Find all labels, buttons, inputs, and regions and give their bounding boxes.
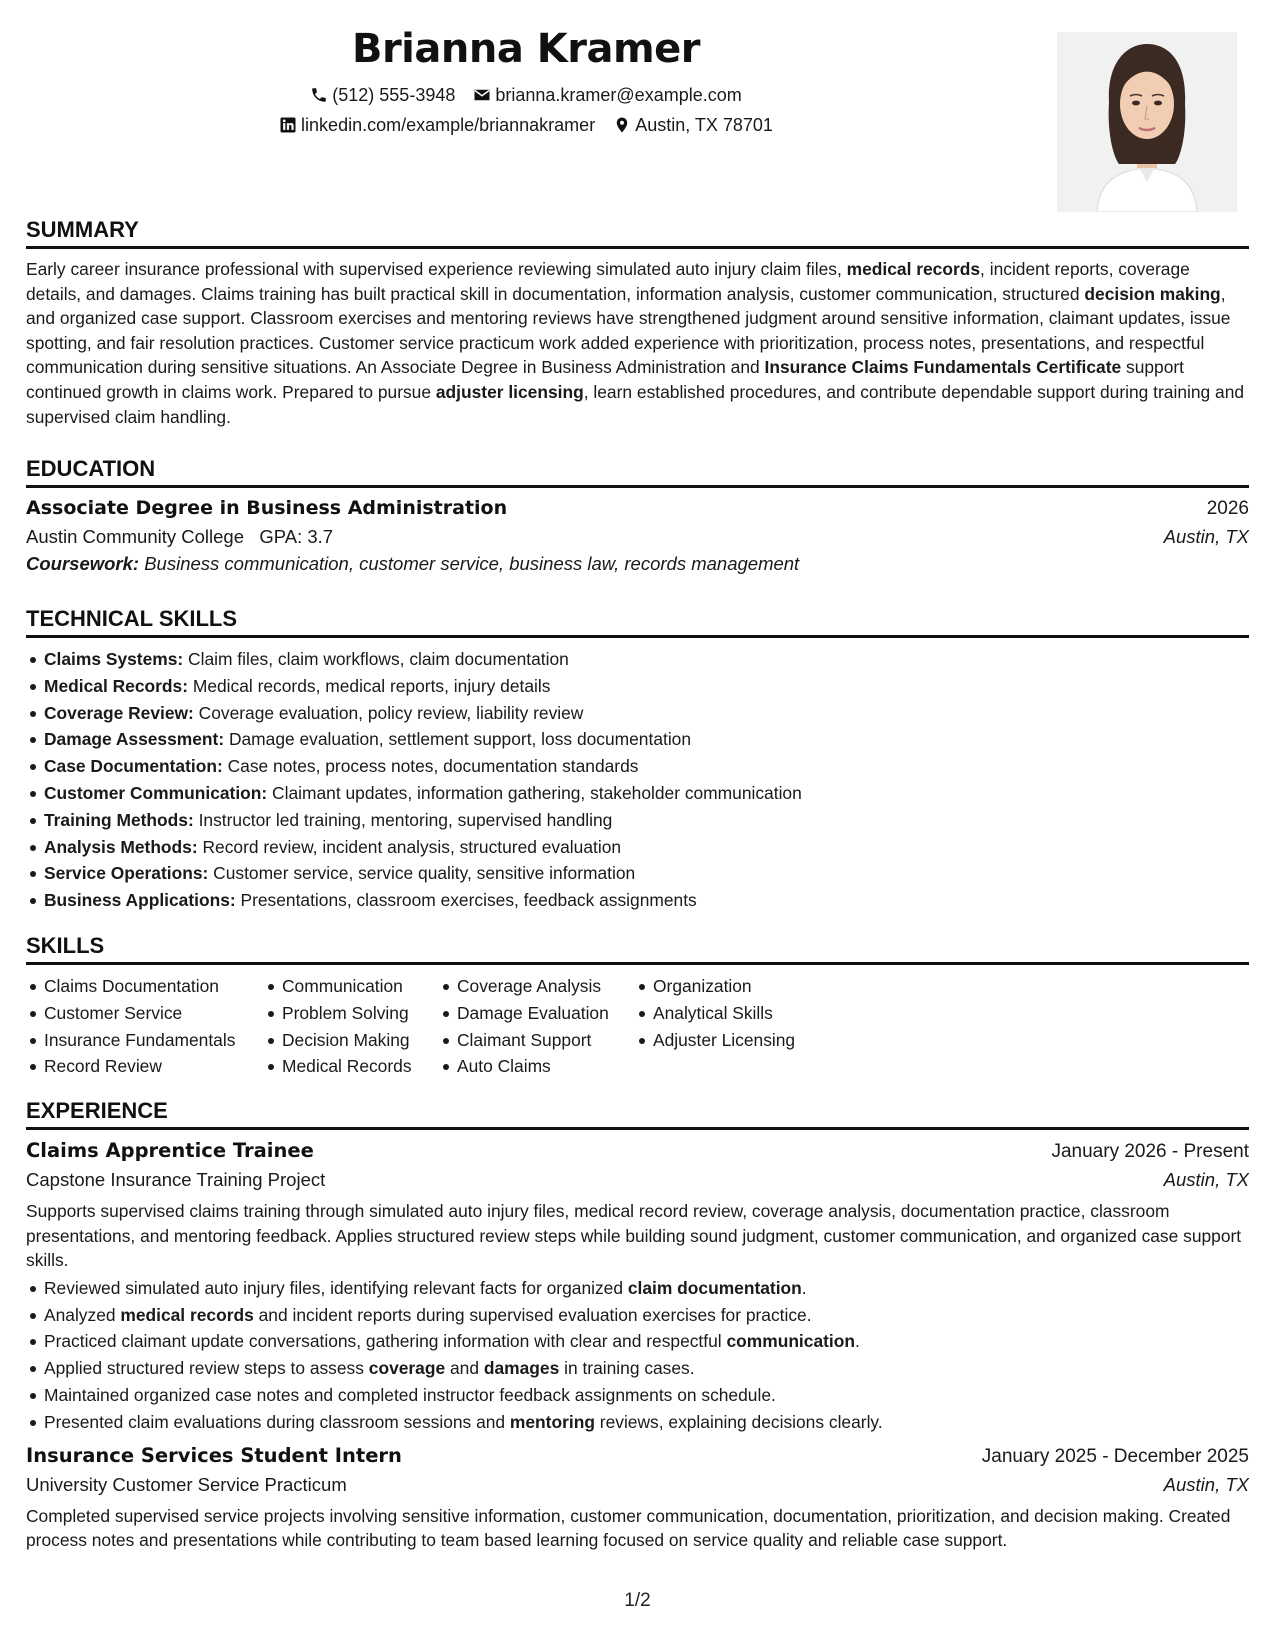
job-bullet-text: Presented claim evaluations during classroom sessions and bbox=[44, 1411, 510, 1432]
summary-divider bbox=[26, 246, 1249, 249]
technical-skill-text: Instructor led training, mentoring, supervised handling bbox=[193, 809, 613, 830]
technical-skill-item bbox=[26, 860, 1249, 887]
job-bullet-text: and incident reports during supervised evaluation exercises for practice. bbox=[253, 1304, 812, 1325]
job-dates: January 2025 - December 2025 bbox=[981, 1445, 1249, 1467]
education-divider bbox=[26, 485, 1249, 488]
technical-skill-text: Claim files, claim workflows, claim documentation bbox=[183, 649, 569, 669]
job-org-row bbox=[26, 1474, 1249, 1496]
email-text[interactable]: brianna.kramer@example.com bbox=[495, 85, 742, 105]
job-bullet-emphasis: damages bbox=[483, 1358, 560, 1379]
technical-skill-item bbox=[26, 780, 1249, 807]
gpa: GPA: 3.7 bbox=[259, 526, 334, 547]
graduation-year: 2026 bbox=[1206, 498, 1249, 519]
job-location: Austin, TX bbox=[1163, 1473, 1249, 1495]
job-header-row bbox=[26, 1139, 1249, 1163]
location-text: Austin, TX 78701 bbox=[635, 115, 773, 135]
summary-paragraph bbox=[26, 257, 1249, 429]
technical-skill-text: Coverage evaluation, policy review, liability review bbox=[193, 702, 584, 723]
technical-skill-text: Medical records, medical reports, injury details bbox=[188, 675, 551, 696]
coursework-line bbox=[26, 553, 1249, 575]
skill-item: Problem Solving bbox=[264, 1000, 439, 1027]
technical-skills-divider bbox=[26, 635, 1249, 638]
technical-skill-text: Case notes, process notes, documentation standards bbox=[222, 756, 639, 777]
map-pin-icon bbox=[613, 116, 631, 134]
job-bullet bbox=[26, 1275, 1249, 1302]
education-heading: EDUCATION bbox=[26, 456, 156, 481]
technical-skill-label: Claims Systems: bbox=[44, 649, 184, 669]
skills-column bbox=[264, 973, 439, 1080]
technical-skills-section bbox=[26, 605, 1249, 914]
linkedin-icon bbox=[279, 116, 297, 134]
job-bullet-text: . bbox=[801, 1277, 807, 1298]
linkedin-contact bbox=[279, 112, 595, 138]
education-row-2 bbox=[26, 526, 1249, 548]
candidate-name: Brianna Kramer bbox=[351, 26, 701, 72]
summary-bold-4: adjuster licensing bbox=[435, 381, 584, 402]
technical-skill-item bbox=[26, 700, 1249, 727]
technical-skill-text: Damage evaluation, settlement support, loss documentation bbox=[224, 729, 692, 750]
job-bullet-emphasis: mentoring bbox=[509, 1411, 595, 1432]
coursework-label: Coursework: bbox=[26, 553, 140, 574]
technical-skill-text: Presentations, classroom exercises, feedback assignments bbox=[235, 890, 697, 911]
phone-icon bbox=[310, 86, 328, 104]
summary-bold-1: medical records bbox=[846, 259, 981, 279]
coursework-text: Business communication, customer service, business law, records management bbox=[139, 553, 800, 574]
technical-skills-heading: TECHNICAL SKILLS bbox=[26, 606, 238, 631]
summary-text-5: , learn established procedures, and contribute dependable support during training and supervised claim handling. bbox=[26, 381, 1245, 427]
job-title: Insurance Services Student Intern bbox=[26, 1443, 402, 1467]
job-title: Claims Apprentice Trainee bbox=[26, 1139, 314, 1162]
skills-column bbox=[635, 973, 835, 1080]
experience-heading: EXPERIENCE bbox=[26, 1098, 168, 1123]
summary-text-2: , incident reports, coverage details, and damages. Claims training has built practical skill in documentation, information analysis, customer communication, structured bbox=[26, 259, 1190, 304]
technical-skill-label: Customer Communication: bbox=[44, 782, 268, 803]
summary-section bbox=[26, 216, 1249, 429]
job-bullet bbox=[26, 1382, 1249, 1409]
technical-skill-text: Claimant updates, information gathering, stakeholder communication bbox=[267, 782, 802, 803]
job-organization: University Customer Service Practicum bbox=[26, 1473, 347, 1495]
skills-column bbox=[26, 973, 264, 1080]
skills-column bbox=[439, 973, 635, 1080]
resume-header bbox=[26, 22, 1026, 138]
job-bullet-text: in training cases. bbox=[559, 1358, 695, 1379]
summary-text-1: Early career insurance professional with supervised experience reviewing simulated auto injury claim files, bbox=[26, 259, 847, 279]
job-bullet bbox=[26, 1302, 1249, 1329]
skill-item: Medical Records bbox=[264, 1053, 439, 1080]
contact-row-1 bbox=[26, 82, 1026, 108]
technical-skill-text: Customer service, service quality, sensitive information bbox=[208, 863, 636, 884]
technical-skill-item bbox=[26, 673, 1249, 700]
summary-text-4: support continued growth in claims work. Prepared to pursue bbox=[26, 357, 1185, 402]
skill-item: Organization bbox=[635, 973, 835, 1000]
job-org-row bbox=[26, 1169, 1249, 1191]
technical-skill-label: Analysis Methods: bbox=[44, 836, 198, 857]
summary-bold-3: Insurance Claims Fundamentals Certificate bbox=[764, 357, 1122, 378]
school-name: Austin Community College bbox=[26, 526, 244, 547]
job-entry bbox=[26, 1444, 1249, 1553]
degree-name: Associate Degree in Business Administration bbox=[26, 497, 508, 519]
technical-skills-list bbox=[26, 646, 1249, 914]
skills-section bbox=[26, 932, 1249, 1080]
job-organization: Capstone Insurance Training Project bbox=[26, 1169, 326, 1190]
summary-bold-2: decision making bbox=[1084, 283, 1221, 304]
skill-item: Record Review bbox=[26, 1053, 264, 1080]
job-bullet-text: Analyzed bbox=[44, 1304, 121, 1325]
skill-item: Coverage Analysis bbox=[439, 973, 635, 1000]
skills-grid bbox=[26, 973, 1249, 1080]
experience-divider bbox=[26, 1127, 1249, 1130]
job-bullet-text: reviews, explaining decisions clearly. bbox=[594, 1411, 883, 1432]
technical-skill-item bbox=[26, 887, 1249, 914]
phone-text[interactable]: (512) 555-3948 bbox=[332, 85, 456, 105]
summary-text-3: , and organized case support. Classroom exercises and mentoring reviews have strengthened judgment around sensitive information, claimant updates, issue spotting, and fair resolution practices. Customer service practicum work added experience with prioritization, process notes, presentations, and respectful communication during sensitive situations. An Associate Degree in Business Administration and bbox=[26, 283, 1231, 378]
skills-divider bbox=[26, 962, 1249, 965]
education-section bbox=[26, 455, 1249, 575]
linkedin-text[interactable]: linkedin.com/example/briannakramer bbox=[301, 115, 596, 135]
technical-skill-item bbox=[26, 646, 1249, 673]
technical-skill-label: Damage Assessment: bbox=[44, 729, 225, 750]
page-number: 1/2 bbox=[624, 1590, 651, 1611]
job-bullet-emphasis: medical records bbox=[120, 1304, 254, 1325]
skill-item: Claims Documentation bbox=[26, 973, 264, 1000]
technical-skill-label: Business Applications: bbox=[44, 890, 236, 911]
school-line bbox=[26, 526, 333, 548]
job-header-row bbox=[26, 1444, 1249, 1468]
education-row-1 bbox=[26, 497, 1249, 520]
job-bullet-text: . bbox=[854, 1331, 860, 1352]
phone-contact bbox=[310, 82, 455, 108]
job-bullet-emphasis: coverage bbox=[368, 1358, 446, 1379]
job-bullet bbox=[26, 1328, 1249, 1355]
job-bullet-emphasis: claim documentation bbox=[627, 1277, 802, 1298]
job-bullet-text: Maintained organized case notes and completed instructor feedback assignments on schedule. bbox=[44, 1384, 776, 1405]
skills-heading: SKILLS bbox=[26, 933, 105, 958]
skill-item: Insurance Fundamentals bbox=[26, 1027, 264, 1054]
job-bullet-text: Reviewed simulated auto injury files, identifying relevant facts for organized bbox=[44, 1277, 628, 1298]
technical-skill-item bbox=[26, 807, 1249, 834]
job-location: Austin, TX bbox=[1163, 1169, 1249, 1190]
email-contact bbox=[473, 82, 741, 108]
technical-skill-label: Medical Records: bbox=[44, 675, 188, 696]
profile-photo bbox=[1057, 32, 1237, 212]
technical-skill-label: Service Operations: bbox=[44, 863, 209, 884]
technical-skill-item bbox=[26, 753, 1249, 780]
technical-skill-item bbox=[26, 726, 1249, 753]
location-contact bbox=[613, 112, 773, 138]
job-entry bbox=[26, 1139, 1249, 1436]
skill-item: Communication bbox=[264, 973, 439, 1000]
technical-skill-label: Training Methods: bbox=[44, 809, 194, 830]
technical-skill-text: Record review, incident analysis, structured evaluation bbox=[197, 836, 622, 857]
technical-skill-label: Coverage Review: bbox=[44, 702, 194, 723]
skill-item: Auto Claims bbox=[439, 1053, 635, 1080]
technical-skill-item bbox=[26, 834, 1249, 861]
contact-row-2 bbox=[26, 112, 1026, 138]
summary-heading: SUMMARY bbox=[26, 217, 139, 242]
job-bullet bbox=[26, 1355, 1249, 1382]
job-bullet-text: and bbox=[445, 1358, 484, 1379]
school-location: Austin, TX bbox=[1163, 526, 1249, 547]
experience-section bbox=[26, 1097, 1249, 1553]
technical-skill-label: Case Documentation: bbox=[44, 756, 223, 777]
job-description: Completed supervised service projects involving sensitive information, customer communication, documentation, prioritization, and decision making. Created process notes and presentations while contributing to team based learning focused on service quality and reliable case support. bbox=[26, 1505, 1231, 1551]
job-bullet-text: Practiced claimant update conversations, gathering information with clear and respectful bbox=[44, 1331, 727, 1352]
job-bullet-text: Applied structured review steps to assess bbox=[44, 1358, 369, 1379]
job-description: Supports supervised claims training through simulated auto injury files, medical record review, coverage analysis, documentation practice, classroom presentations, and mentoring feedback. Applies structured review steps while building sound judgment, customer communication, and organized case support skills. bbox=[26, 1201, 1242, 1271]
skill-item: Damage Evaluation bbox=[439, 1000, 635, 1027]
skill-item: Adjuster Licensing bbox=[635, 1027, 835, 1054]
job-bullet-emphasis: communication bbox=[726, 1331, 855, 1352]
job-dates: January 2026 - Present bbox=[1051, 1141, 1249, 1162]
job-bullets bbox=[26, 1275, 1249, 1436]
skill-item: Decision Making bbox=[264, 1027, 439, 1054]
skill-item: Analytical Skills bbox=[635, 1000, 835, 1027]
envelope-icon bbox=[473, 86, 491, 104]
skill-item: Claimant Support bbox=[439, 1027, 635, 1054]
skill-item: Customer Service bbox=[26, 1000, 264, 1027]
job-bullet bbox=[26, 1409, 1249, 1436]
